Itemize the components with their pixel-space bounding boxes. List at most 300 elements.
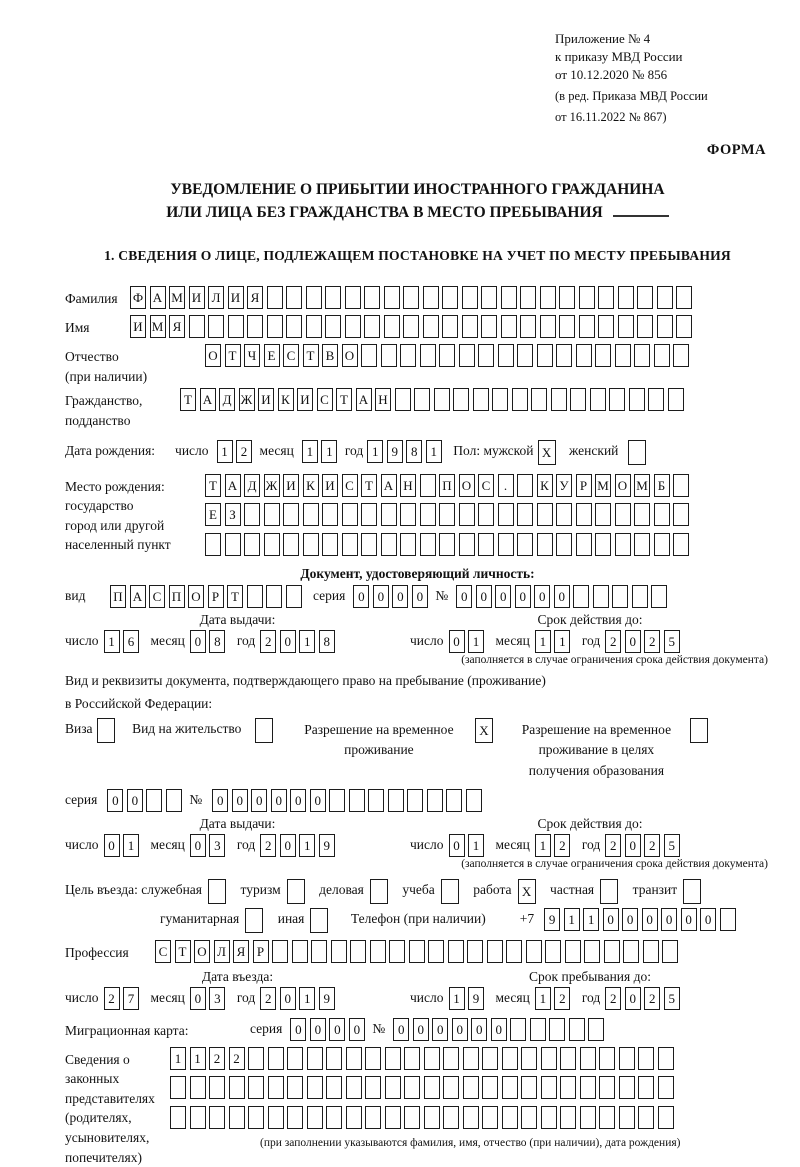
char-cell[interactable] [326, 1047, 342, 1070]
char-cell[interactable]: Т [336, 388, 352, 411]
char-cell[interactable] [409, 940, 425, 963]
char-cell[interactable] [618, 286, 634, 309]
char-cell[interactable] [651, 585, 667, 608]
char-cell[interactable] [654, 344, 670, 367]
char-cell[interactable] [370, 940, 386, 963]
char-cell[interactable]: 0 [476, 585, 492, 608]
char-cell[interactable] [208, 315, 224, 338]
char-cell[interactable] [365, 1106, 381, 1129]
char-cell[interactable]: Н [400, 474, 416, 497]
char-cell[interactable] [549, 1018, 565, 1041]
char-cell[interactable] [584, 940, 600, 963]
char-cell[interactable] [225, 533, 241, 556]
char-cell[interactable] [385, 1076, 401, 1099]
char-cell[interactable] [245, 908, 263, 933]
char-cell[interactable] [467, 940, 483, 963]
char-cell[interactable]: 2 [605, 630, 621, 653]
char-cell[interactable]: О [205, 344, 221, 367]
char-cell[interactable] [481, 286, 497, 309]
char-cell[interactable] [570, 388, 586, 411]
char-cell[interactable]: 0 [373, 585, 389, 608]
char-cell[interactable]: А [150, 286, 166, 309]
char-cell[interactable] [306, 286, 322, 309]
char-cell[interactable]: 0 [534, 585, 550, 608]
char-cell[interactable] [520, 286, 536, 309]
char-cell[interactable] [443, 1047, 459, 1070]
char-cell[interactable]: 0 [393, 1018, 409, 1041]
char-cell[interactable]: . [498, 474, 514, 497]
char-cell[interactable]: М [150, 315, 166, 338]
char-cell[interactable] [520, 315, 536, 338]
char-cell[interactable]: 0 [190, 987, 206, 1010]
char-cell[interactable]: Ж [264, 474, 280, 497]
char-cell[interactable]: М [595, 474, 611, 497]
char-cell[interactable] [648, 388, 664, 411]
char-cell[interactable] [556, 533, 572, 556]
char-cell[interactable] [540, 315, 556, 338]
char-cell[interactable] [381, 533, 397, 556]
char-cell[interactable] [443, 1106, 459, 1129]
char-cell[interactable] [537, 503, 553, 526]
char-cell[interactable] [595, 344, 611, 367]
char-cell[interactable] [673, 474, 689, 497]
char-cell[interactable] [615, 503, 631, 526]
char-cell[interactable]: 0 [107, 789, 123, 812]
char-cell[interactable]: Р [576, 474, 592, 497]
char-cell[interactable] [287, 1047, 303, 1070]
char-cell[interactable]: И [189, 286, 205, 309]
char-cell[interactable]: Н [375, 388, 391, 411]
char-cell[interactable] [579, 286, 595, 309]
char-cell[interactable] [634, 344, 650, 367]
char-cell[interactable] [676, 286, 692, 309]
char-cell[interactable] [365, 1076, 381, 1099]
char-cell[interactable] [482, 1047, 498, 1070]
char-cell[interactable] [580, 1106, 596, 1129]
char-cell[interactable] [209, 1106, 225, 1129]
char-cell[interactable]: 0 [491, 1018, 507, 1041]
char-cell[interactable]: 2 [554, 834, 570, 857]
char-cell[interactable] [501, 315, 517, 338]
char-cell[interactable] [446, 789, 462, 812]
char-cell[interactable]: 0 [310, 1018, 326, 1041]
char-cell[interactable] [482, 1076, 498, 1099]
char-cell[interactable]: 2 [644, 834, 660, 857]
char-cell[interactable]: С [283, 344, 299, 367]
char-cell[interactable] [287, 1076, 303, 1099]
char-cell[interactable]: 3 [209, 834, 225, 857]
char-cell[interactable] [478, 533, 494, 556]
char-cell[interactable] [170, 1106, 186, 1129]
char-cell[interactable] [268, 1076, 284, 1099]
char-cell[interactable] [244, 503, 260, 526]
char-cell[interactable] [209, 1076, 225, 1099]
char-cell[interactable] [676, 315, 692, 338]
char-cell[interactable] [498, 503, 514, 526]
char-cell[interactable] [498, 344, 514, 367]
char-cell[interactable] [407, 789, 423, 812]
char-cell[interactable] [166, 789, 182, 812]
char-cell[interactable]: Ф [130, 286, 146, 309]
char-cell[interactable]: Ж [239, 388, 255, 411]
char-cell[interactable] [97, 718, 115, 743]
char-cell[interactable]: 1 [321, 440, 337, 463]
char-cell[interactable] [521, 1047, 537, 1070]
char-cell[interactable]: Т [180, 388, 196, 411]
char-cell[interactable]: 0 [280, 987, 296, 1010]
char-cell[interactable] [381, 344, 397, 367]
char-cell[interactable] [244, 533, 260, 556]
char-cell[interactable]: А [225, 474, 241, 497]
char-cell[interactable] [580, 1047, 596, 1070]
char-cell[interactable]: М [169, 286, 185, 309]
char-cell[interactable] [420, 344, 436, 367]
char-cell[interactable]: 8 [319, 630, 335, 653]
char-cell[interactable] [361, 503, 377, 526]
char-cell[interactable]: 8 [406, 440, 422, 463]
char-cell[interactable] [365, 1047, 381, 1070]
char-cell[interactable] [385, 1047, 401, 1070]
char-cell[interactable] [361, 533, 377, 556]
char-cell[interactable] [615, 344, 631, 367]
char-cell[interactable]: И [283, 474, 299, 497]
char-cell[interactable] [443, 1076, 459, 1099]
char-cell[interactable] [283, 503, 299, 526]
char-cell[interactable] [623, 940, 639, 963]
char-cell[interactable] [424, 1106, 440, 1129]
char-cell[interactable] [322, 503, 338, 526]
char-cell[interactable] [517, 503, 533, 526]
char-cell[interactable]: Т [225, 344, 241, 367]
char-cell[interactable] [619, 1047, 635, 1070]
char-cell[interactable]: 9 [468, 987, 484, 1010]
char-cell[interactable]: 2 [229, 1047, 245, 1070]
char-cell[interactable]: А [130, 585, 146, 608]
char-cell[interactable] [595, 503, 611, 526]
char-cell[interactable]: X [518, 879, 536, 904]
char-cell[interactable] [459, 503, 475, 526]
char-cell[interactable]: Е [205, 503, 221, 526]
char-cell[interactable] [604, 940, 620, 963]
char-cell[interactable] [267, 315, 283, 338]
char-cell[interactable]: 1 [299, 630, 315, 653]
char-cell[interactable] [307, 1076, 323, 1099]
char-cell[interactable]: 0 [625, 834, 641, 857]
char-cell[interactable] [370, 879, 388, 904]
char-cell[interactable]: К [278, 388, 294, 411]
char-cell[interactable]: 1 [535, 834, 551, 857]
char-cell[interactable]: К [303, 474, 319, 497]
char-cell[interactable] [229, 1106, 245, 1129]
char-cell[interactable]: Т [303, 344, 319, 367]
char-cell[interactable]: Л [208, 286, 224, 309]
char-cell[interactable] [615, 533, 631, 556]
char-cell[interactable] [463, 1106, 479, 1129]
char-cell[interactable]: П [110, 585, 126, 608]
char-cell[interactable]: 1 [123, 834, 139, 857]
char-cell[interactable] [205, 533, 221, 556]
char-cell[interactable] [599, 1076, 615, 1099]
char-cell[interactable]: Р [253, 940, 269, 963]
char-cell[interactable] [306, 315, 322, 338]
char-cell[interactable] [720, 908, 736, 931]
char-cell[interactable] [442, 286, 458, 309]
char-cell[interactable] [189, 315, 205, 338]
char-cell[interactable]: 0 [280, 834, 296, 857]
char-cell[interactable] [598, 286, 614, 309]
char-cell[interactable] [350, 940, 366, 963]
char-cell[interactable] [629, 388, 645, 411]
char-cell[interactable] [404, 1047, 420, 1070]
char-cell[interactable]: 0 [290, 1018, 306, 1041]
char-cell[interactable]: И [322, 474, 338, 497]
char-cell[interactable] [588, 1018, 604, 1041]
char-cell[interactable] [560, 1047, 576, 1070]
char-cell[interactable] [638, 1076, 654, 1099]
char-cell[interactable]: 0 [622, 908, 638, 931]
char-cell[interactable] [657, 286, 673, 309]
char-cell[interactable]: 0 [449, 834, 465, 857]
char-cell[interactable] [381, 503, 397, 526]
char-cell[interactable] [463, 1047, 479, 1070]
char-cell[interactable] [530, 1018, 546, 1041]
char-cell[interactable] [619, 1106, 635, 1129]
char-cell[interactable]: О [459, 474, 475, 497]
char-cell[interactable]: 5 [664, 630, 680, 653]
char-cell[interactable]: 2 [605, 987, 621, 1010]
char-cell[interactable] [434, 388, 450, 411]
char-cell[interactable]: 1 [583, 908, 599, 931]
char-cell[interactable] [248, 1047, 264, 1070]
char-cell[interactable]: 2 [104, 987, 120, 1010]
char-cell[interactable] [403, 286, 419, 309]
char-cell[interactable]: О [188, 585, 204, 608]
char-cell[interactable] [448, 940, 464, 963]
char-cell[interactable] [573, 585, 589, 608]
char-cell[interactable] [590, 388, 606, 411]
char-cell[interactable] [638, 1106, 654, 1129]
char-cell[interactable] [427, 789, 443, 812]
char-cell[interactable] [424, 1076, 440, 1099]
char-cell[interactable] [498, 533, 514, 556]
char-cell[interactable]: 0 [271, 789, 287, 812]
char-cell[interactable] [272, 940, 288, 963]
char-cell[interactable] [349, 789, 365, 812]
char-cell[interactable] [658, 1106, 674, 1129]
char-cell[interactable] [478, 344, 494, 367]
char-cell[interactable] [400, 503, 416, 526]
char-cell[interactable]: 0 [127, 789, 143, 812]
char-cell[interactable] [600, 879, 618, 904]
char-cell[interactable] [361, 344, 377, 367]
char-cell[interactable] [599, 1106, 615, 1129]
char-cell[interactable] [286, 315, 302, 338]
char-cell[interactable]: И [258, 388, 274, 411]
char-cell[interactable]: 2 [644, 987, 660, 1010]
char-cell[interactable] [384, 315, 400, 338]
char-cell[interactable]: Ч [244, 344, 260, 367]
char-cell[interactable] [690, 718, 708, 743]
char-cell[interactable]: О [194, 940, 210, 963]
char-cell[interactable] [442, 315, 458, 338]
char-cell[interactable]: 0 [554, 585, 570, 608]
char-cell[interactable] [255, 718, 273, 743]
char-cell[interactable] [595, 533, 611, 556]
char-cell[interactable] [478, 503, 494, 526]
char-cell[interactable]: С [155, 940, 171, 963]
char-cell[interactable] [439, 533, 455, 556]
char-cell[interactable]: 1 [535, 987, 551, 1010]
char-cell[interactable]: Е [264, 344, 280, 367]
char-cell[interactable] [400, 344, 416, 367]
char-cell[interactable]: 0 [661, 908, 677, 931]
char-cell[interactable]: 0 [625, 987, 641, 1010]
char-cell[interactable] [267, 286, 283, 309]
char-cell[interactable]: X [538, 440, 556, 465]
char-cell[interactable]: С [342, 474, 358, 497]
char-cell[interactable] [466, 789, 482, 812]
char-cell[interactable]: С [149, 585, 165, 608]
char-cell[interactable]: Д [219, 388, 235, 411]
char-cell[interactable] [329, 789, 345, 812]
char-cell[interactable]: 0 [681, 908, 697, 931]
char-cell[interactable]: С [317, 388, 333, 411]
char-cell[interactable]: 0 [232, 789, 248, 812]
char-cell[interactable] [502, 1076, 518, 1099]
char-cell[interactable]: 0 [190, 834, 206, 857]
char-cell[interactable] [247, 585, 263, 608]
char-cell[interactable]: Д [244, 474, 260, 497]
char-cell[interactable]: 0 [456, 585, 472, 608]
char-cell[interactable] [385, 1106, 401, 1129]
char-cell[interactable]: 1 [104, 630, 120, 653]
char-cell[interactable]: О [342, 344, 358, 367]
char-cell[interactable]: 2 [554, 987, 570, 1010]
char-cell[interactable] [609, 388, 625, 411]
char-cell[interactable] [598, 315, 614, 338]
char-cell[interactable] [229, 1076, 245, 1099]
char-cell[interactable]: 2 [605, 834, 621, 857]
char-cell[interactable] [510, 1018, 526, 1041]
char-cell[interactable] [423, 315, 439, 338]
char-cell[interactable]: 0 [280, 630, 296, 653]
char-cell[interactable] [569, 1018, 585, 1041]
char-cell[interactable] [658, 1076, 674, 1099]
char-cell[interactable]: 0 [449, 630, 465, 653]
char-cell[interactable] [303, 503, 319, 526]
char-cell[interactable] [481, 315, 497, 338]
char-cell[interactable] [346, 1047, 362, 1070]
char-cell[interactable]: А [381, 474, 397, 497]
char-cell[interactable]: П [169, 585, 185, 608]
char-cell[interactable] [492, 388, 508, 411]
char-cell[interactable]: 1 [554, 630, 570, 653]
char-cell[interactable] [502, 1106, 518, 1129]
char-cell[interactable] [400, 533, 416, 556]
char-cell[interactable] [517, 533, 533, 556]
char-cell[interactable] [657, 315, 673, 338]
char-cell[interactable] [673, 503, 689, 526]
char-cell[interactable] [292, 940, 308, 963]
char-cell[interactable]: 0 [452, 1018, 468, 1041]
char-cell[interactable]: 9 [319, 834, 335, 857]
char-cell[interactable]: 0 [432, 1018, 448, 1041]
char-cell[interactable] [634, 533, 650, 556]
char-cell[interactable]: 9 [387, 440, 403, 463]
char-cell[interactable] [654, 533, 670, 556]
char-cell[interactable]: О [615, 474, 631, 497]
char-cell[interactable] [556, 344, 572, 367]
char-cell[interactable] [404, 1076, 420, 1099]
char-cell[interactable] [248, 1076, 264, 1099]
char-cell[interactable] [420, 533, 436, 556]
char-cell[interactable] [303, 533, 319, 556]
char-cell[interactable]: С [478, 474, 494, 497]
char-cell[interactable]: 1 [190, 1047, 206, 1070]
char-cell[interactable] [248, 1106, 264, 1129]
char-cell[interactable] [287, 879, 305, 904]
char-cell[interactable]: 0 [104, 834, 120, 857]
char-cell[interactable]: И [228, 286, 244, 309]
char-cell[interactable] [565, 940, 581, 963]
char-cell[interactable] [170, 1076, 186, 1099]
char-cell[interactable]: У [556, 474, 572, 497]
char-cell[interactable] [342, 503, 358, 526]
char-cell[interactable]: 0 [349, 1018, 365, 1041]
char-cell[interactable] [517, 344, 533, 367]
char-cell[interactable]: Я [247, 286, 263, 309]
char-cell[interactable] [512, 388, 528, 411]
char-cell[interactable] [576, 503, 592, 526]
char-cell[interactable] [531, 388, 547, 411]
char-cell[interactable] [190, 1076, 206, 1099]
char-cell[interactable] [364, 315, 380, 338]
char-cell[interactable] [424, 1047, 440, 1070]
char-cell[interactable]: 7 [123, 987, 139, 1010]
char-cell[interactable] [441, 879, 459, 904]
char-cell[interactable] [637, 286, 653, 309]
char-cell[interactable] [208, 879, 226, 904]
char-cell[interactable]: Т [205, 474, 221, 497]
char-cell[interactable] [264, 503, 280, 526]
char-cell[interactable] [326, 1106, 342, 1129]
char-cell[interactable] [637, 315, 653, 338]
char-cell[interactable] [266, 585, 282, 608]
char-cell[interactable] [517, 474, 533, 497]
char-cell[interactable] [482, 1106, 498, 1129]
char-cell[interactable]: 0 [392, 585, 408, 608]
char-cell[interactable]: Я [169, 315, 185, 338]
char-cell[interactable]: 0 [212, 789, 228, 812]
char-cell[interactable]: 1 [299, 987, 315, 1010]
char-cell[interactable] [526, 940, 542, 963]
char-cell[interactable] [463, 1076, 479, 1099]
char-cell[interactable] [638, 1047, 654, 1070]
char-cell[interactable] [502, 1047, 518, 1070]
char-cell[interactable] [501, 286, 517, 309]
char-cell[interactable]: Р [208, 585, 224, 608]
char-cell[interactable] [395, 388, 411, 411]
char-cell[interactable]: 1 [468, 630, 484, 653]
char-cell[interactable] [662, 940, 678, 963]
char-cell[interactable] [540, 286, 556, 309]
char-cell[interactable]: Т [361, 474, 377, 497]
char-cell[interactable] [428, 940, 444, 963]
char-cell[interactable] [283, 533, 299, 556]
char-cell[interactable] [439, 503, 455, 526]
char-cell[interactable]: 1 [170, 1047, 186, 1070]
char-cell[interactable] [331, 940, 347, 963]
